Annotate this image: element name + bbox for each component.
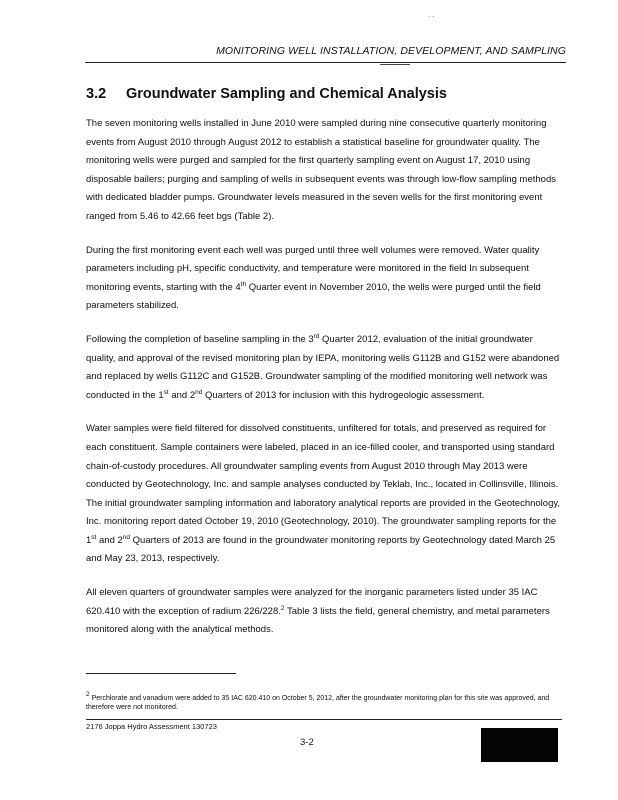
- paragraph-3-text-a: Following the completion of baseline sampling in the 3: [86, 333, 314, 345]
- footnote-marker: 2: [86, 691, 90, 698]
- paragraph-4: [86, 420, 562, 569]
- paragraph-4-text-a: Water samples were field filtered for dissolved constituents, unfiltered for totals, and preserved as required for each constituent. Sample containers were labeled, placed in an ice-filled cooler, and transported using standard chain-of-custody procedures. All groundwater sampling events from August 2010 through May 2013 were conducted by Geotechnology, Inc. and sample analyses conducted by Teklab, Inc., located in Collinsville, Illinois. The initial groundwater sampling information and laboratory analytical reports are provided in the Geotechnology, Inc. monitoring report dated October 19, 2010 (Geotechnology, 2010). The groundwater sampling reports for the 1: [86, 423, 561, 546]
- paragraph-2-text-b: Quarter event in November 2010, the wells were purged until the field parameters stabilized.: [86, 281, 541, 312]
- paragraph-4-text-c: Quarters of 2013 are found in the groundwater monitoring reports by Geotechnology dated March 25 and May 23, 2013, respectively.: [86, 534, 556, 565]
- section-title-text: Groundwater Sampling and Chemical Analysis: [126, 86, 447, 102]
- paragraph-3-text-b: Quarter 2012, evaluation of the initial groundwater quality, and approval of the revised monitoring plan by IEPA, monitoring wells G112B and G152 were abandoned and replaced by wells G112C and G152B. Groundwater sampling of the modified monitoring well network was conducted in the 1: [86, 333, 560, 401]
- ordinal-superscript: st: [91, 533, 97, 541]
- ordinal-superscript: rd: [313, 332, 320, 340]
- ordinal-superscript: nd: [122, 533, 131, 541]
- footnote-reference: 2: [280, 604, 285, 612]
- footer-document-id: 2176 Joppa Hydro Assessment 130723: [86, 722, 217, 731]
- scan-artifact-dots: . .: [428, 10, 435, 19]
- body-text: [86, 115, 562, 655]
- header-divider-accent: [380, 64, 410, 65]
- paragraph-1-text: The seven monitoring wells installed in June 2010 were sampled during nine consecutive quarterly monitoring events from August 2010 through August 2012 to establish a statistical baseline for groundwater quality. The monitoring wells were purged and sampled for the first quarterly sampling event on August 17, 2010 using disposable bailers; purging and sampling of wells in subsequent events was through low-flow sampling methods with dedicated bladder pumps. Groundwater levels measured in the seven wells for the first monitoring event ranged from 5.46 to 42.66 feet bgs (Table 2).: [86, 118, 556, 222]
- paragraph-2-text-a: During the first monitoring event each well was purged until three well volumes were removed. Water quality parameters including pH, specific conductivity, and temperature were monitored in the field In subsequent monitoring events, starting with the 4: [86, 244, 540, 293]
- paragraph-5-text-b: Table 3 lists the field, general chemistry, and metal parameters monitored along with the analytical methods.: [86, 605, 550, 636]
- paragraph-3-text-c: and 2: [168, 389, 196, 401]
- paragraph-5: [86, 584, 562, 640]
- paragraph-5-text-a: All eleven quarters of groundwater samples were analyzed for the inorganic parameters listed under 35 IAC 620.410 with the exception of radium 226/228.: [86, 587, 538, 617]
- ordinal-superscript: th: [240, 280, 247, 288]
- footnote-divider: [86, 673, 236, 674]
- paragraph-3-text-d: Quarters of 2013 for inclusion with this hydrogeologic assessment.: [202, 389, 485, 401]
- ordinal-superscript: nd: [195, 388, 203, 396]
- redaction-block: [481, 728, 558, 762]
- page-number: 3-2: [300, 737, 314, 748]
- running-header: MONITORING WELL INSTALLATION, DEVELOPMENT, AND SAMPLING: [216, 45, 566, 57]
- paragraph-3: [86, 331, 562, 405]
- paragraph-1: [86, 115, 562, 227]
- footer-divider: [86, 719, 562, 720]
- footnote: [86, 691, 562, 712]
- paragraph-2: [86, 242, 562, 316]
- footnote-text: Perchlorate and vanadium were added to 35 IAC 620.410 on October 5, 2012, after the groundwater monitoring plan for this site was approved, and therefore were not monitored.: [86, 695, 550, 711]
- paragraph-4-text-b: and 2: [96, 534, 123, 546]
- header-divider: [85, 62, 566, 63]
- ordinal-superscript: st: [163, 388, 169, 396]
- section-number: 3.2: [86, 86, 107, 102]
- section-heading: [86, 86, 447, 102]
